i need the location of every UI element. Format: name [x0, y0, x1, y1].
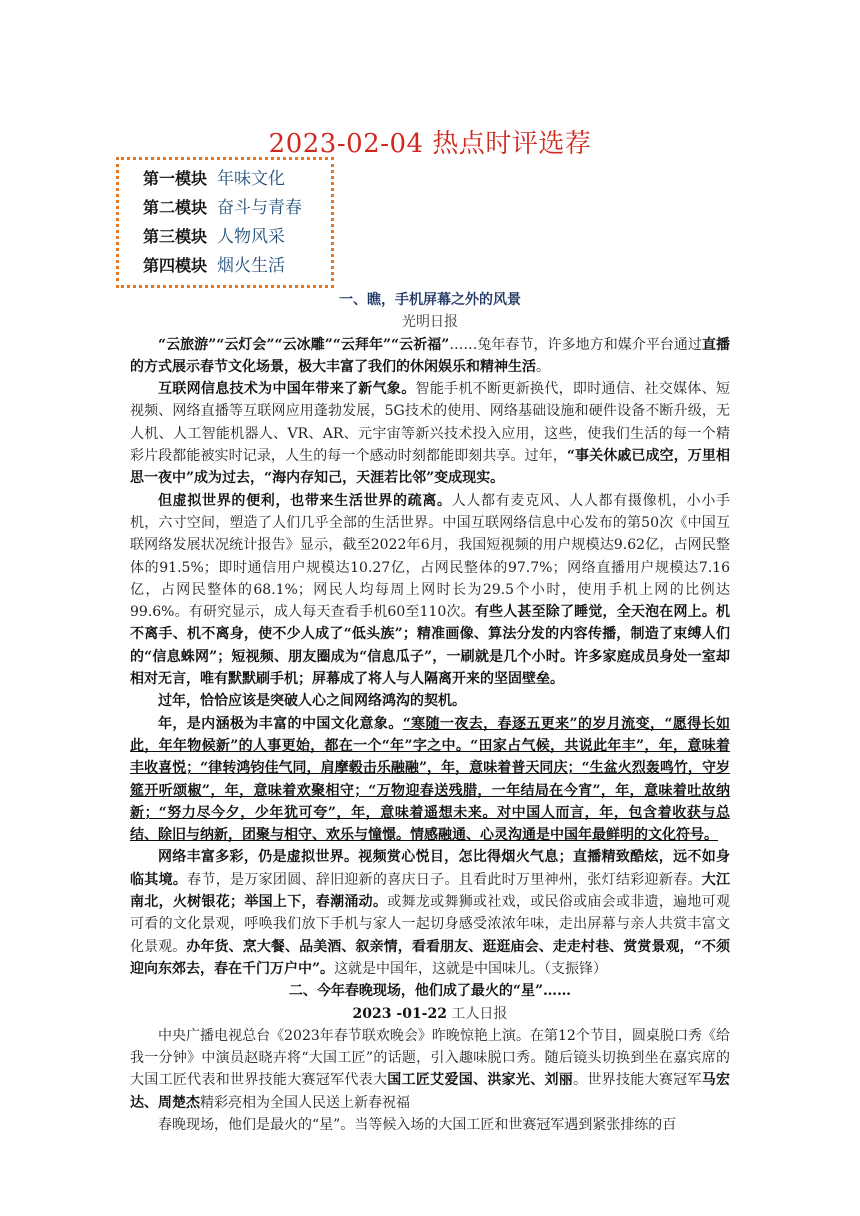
module-label: 第一模块: [143, 169, 208, 188]
module-item: [143, 164, 331, 193]
text-run: 过年，恰恰应该是突破人心之间网络鸿沟的契机。: [158, 693, 466, 710]
module-label: 第四模块: [143, 256, 208, 275]
module-list: [116, 157, 334, 288]
text-run: 网络丰富多彩，仍是虚拟世界。视频赏心悦目，怎比得烟火气息；直播精致酷炫，远不如身临其境。: [130, 849, 730, 888]
text-run: 。: [536, 358, 550, 375]
text-run: 直播的方式展示春节文化场景，极大丰富了我们的休闲娱乐和精神生活: [130, 336, 731, 375]
text-run: 智能手机不断更新换代，即时通信、社交媒体、短视频、网络直播等互联网应用蓬勃发展，5G技术的使用、网络基础设施和硬件设备不断升级，无人机、人工智能机器人、VR、AR、元宇宙等新兴技术投入应用，这些，使我们生活的每一个精彩片段都能被实时记录，人生的每一个感动时刻都能即刻共享。过年，: [130, 381, 731, 465]
paragraph: [130, 334, 730, 379]
text-run: “云旅游”“云灯会”“云冰雕”“云拜年”“云祈福”: [158, 336, 450, 353]
article-body: [130, 289, 730, 1136]
text-run: 办年货、烹大餐、品美酒、叙亲情，看看朋友、逛逛庙会、走走村巷、赏赏景观，“不须迎向东郊去，春在千门万户中”。: [130, 938, 730, 977]
module-name: 奋斗与青春: [217, 198, 303, 218]
paragraph: [130, 1114, 730, 1136]
module-name: 年味文化: [217, 169, 286, 189]
module-name: 烟火生活: [217, 256, 286, 276]
module-item: [143, 251, 331, 280]
paragraph: [130, 713, 730, 847]
text-run: 。世界技能大赛冠军: [573, 1072, 702, 1089]
text-run: 互联网信息技术为中国年带来了新气象。: [158, 381, 416, 398]
text-run: 春晚现场，他们是最火的“星”。当等候入场的大国工匠和世赛冠军遇到紧张排练的百: [158, 1116, 677, 1133]
text-run: 春节，是万家团圆、辞旧迎新的喜庆日子。且看此时万里神州，张灯结彩迎新春。: [187, 871, 702, 888]
text-run: 这就是中国年，这就是中国味儿。（支振锋）: [334, 960, 608, 977]
module-item: [143, 193, 331, 222]
text-run: 或舞龙或舞狮或社戏，或民俗或庙会或非遗，遍地可观可看的文化景观，呼唤我们放下手机与家人一起切身感受浓浓年味，走出屏幕与亲人共赏丰富文化景观。: [130, 894, 731, 955]
paragraph: [130, 1025, 730, 1114]
paragraph: [130, 690, 730, 712]
module-item: [143, 222, 331, 251]
article-source: 光明日报: [402, 314, 458, 331]
text-run: “事关休戚已成空，万里相思一夜中”成为过去，“海内存知己，天涯若比邻”变成现实。: [130, 448, 730, 487]
article-heading: 一、瞧，手机屏幕之外的风景: [339, 292, 521, 308]
source-name: 工人日报: [446, 1005, 508, 1022]
module-label: 第三模块: [143, 227, 208, 246]
page-title: 2023-02-04 热点时评选荐: [268, 129, 592, 160]
module-name: 人物风采: [217, 227, 286, 247]
article-source: [130, 1003, 730, 1025]
text-run: 有些人甚至除了睡觉，全天泡在网上。机不离手、机不离身，使不少人成了“低头族”；精准画像、算法分发的内容传播，制造了束缚人们的“信息蛛网”；短视频、朋友圈成为“信息瓜子”，一刷就是几个小时。许多家庭成员身处一室却相对无言，唯有默默刷手机；屏幕成了将人与人隔离开来的坚固壁垒。: [130, 604, 730, 688]
article-heading: 二、今年春晚现场，他们成了最火的“星”……: [288, 983, 572, 1000]
text-run: “寒随一夜去，春逐五更来”的岁月流变，“愿得长如此，年年物候新”的人事更始，都在一个“年”字之中。“田家占气候，共说此年丰”，年，意味着丰收喜悦；“律转鸿钧佳气同，肩摩毂击乐融融”，年，意味着普天同庆；“生盆火烈轰鸣竹，守岁筵开听颂椒”，年，意味着欢聚相守；“万物迎春送残腊，一年结局在今宵”，年，意味着吐故纳新；“努力尽今夕，少年犹可夸”，年，意味着遥想未来。对中国人而言，年，包含着收获与总结、除旧与纳新，团聚与相守、欢乐与憧憬。情感融通、心灵沟通是中国年最鲜明的文化符号。: [130, 715, 730, 844]
text-run: 年，是内涵极为丰富的中国文化意象。: [158, 715, 403, 732]
paragraph: [130, 846, 730, 980]
source-date: 2023 -01-22: [352, 1005, 447, 1022]
text-run: 精彩亮相为全国人民送上新春祝福: [200, 1094, 410, 1111]
text-run: 大江南北，火树银花；举国上下，春潮涌动。: [130, 871, 731, 911]
module-label: 第二模块: [143, 198, 208, 217]
text-run: ……兔年春节，许多地方和媒介平台通过: [449, 336, 702, 353]
text-run: 人人都有麦克风、人人都有摄像机，小小手机，六寸空间，塑造了人们几乎全部的生活世界。中国互联网络信息中心发布的第50次《中国互联网络发展状况统计报告》显示，截至2022年6月，我国短视频的用户规模达9.62亿，占网民整体的91.5%；即时通信用户规模达10.27亿，占网民整体的97.7%；网络直播用户规模达7.16亿，占网民整体的68.1%；网民人均每周上网时长为29.5个小时，使用手机上网的比例达99.6%。有研究显示，成人每天查看手机60至110次。: [130, 492, 731, 621]
paragraph: [130, 378, 730, 489]
text-run: 但虚拟世界的便利，也带来生活世界的疏离。: [158, 492, 452, 509]
text-run: 中央广播电视总台《2023年春节联欢晚会》昨晚惊艳上演。在第12个节目，圆桌脱口秀《给我一分钟》中演员赵晓卉将“大国工匠”的话题，引入趣味脱口秀。随后镜头切换到坐在嘉宾席的大国工匠代表和世界技能大赛冠军代表大: [130, 1027, 730, 1089]
text-run: 马宏达、周楚杰: [130, 1072, 731, 1111]
paragraph: [130, 490, 730, 691]
text-run: 国工匠艾爱国、洪家光、刘丽: [387, 1072, 574, 1089]
